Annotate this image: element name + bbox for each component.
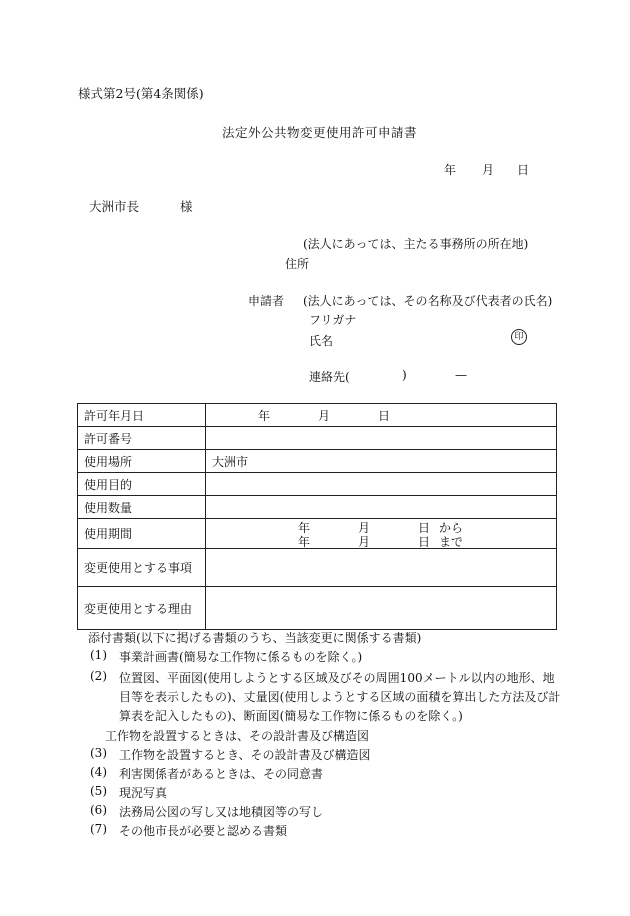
furigana-label: フリガナ	[309, 313, 357, 327]
permit-date-cell[interactable]	[206, 404, 557, 427]
addressee: 大洲市長	[89, 199, 140, 214]
attachment-num: (5)	[90, 784, 107, 798]
permit-date-label: 許可年月日	[78, 404, 206, 427]
quantity-label: 使用数量	[78, 496, 206, 519]
period-cell[interactable]	[206, 519, 557, 549]
contact-label: 連絡先(	[309, 370, 350, 384]
period-from-year: 年	[298, 521, 311, 535]
attachment-text-line1: 位置図、平面図(使用しようとする区域及びその周囲100メートル以内の地形、地	[119, 671, 555, 685]
permit-date-month: 月	[318, 409, 331, 423]
table-row	[78, 519, 557, 549]
table-row	[78, 549, 557, 587]
change-items-label: 変更使用とする事項	[78, 549, 206, 587]
purpose-cell[interactable]	[206, 473, 557, 496]
purpose-label: 使用目的	[78, 473, 206, 496]
form-title: 法定外公共物変更使用許可申請書	[222, 125, 418, 140]
period-to-year: 年	[298, 535, 311, 549]
address-note: (法人にあっては、主たる事務所の所在地)	[303, 237, 529, 251]
period-from-label: から	[439, 521, 464, 535]
attachment-text: 法務局公図の写し又は地積図等の写し	[119, 805, 324, 819]
honorific: 様	[180, 199, 193, 214]
attachment-num: (2)	[90, 669, 107, 683]
attachment-text: 工作物を設置するとき、その設計書及び構造図	[119, 748, 371, 762]
change-reason-label: 変更使用とする理由	[78, 587, 206, 630]
location-label: 使用場所	[78, 450, 206, 473]
period-label: 使用期間	[78, 519, 206, 549]
table-row	[78, 427, 557, 450]
attachment-num: (7)	[90, 822, 107, 836]
permit-number-cell[interactable]	[206, 427, 557, 450]
permit-date-day: 日	[378, 409, 391, 423]
name-note: (法人にあっては、その名称及び代表者の氏名)	[303, 294, 553, 308]
period-from-month: 月	[358, 521, 371, 535]
date-month-label: 月	[482, 163, 495, 177]
permit-table	[77, 403, 557, 630]
attachment-num: (4)	[90, 765, 107, 779]
contact-dash: —	[455, 368, 467, 382]
attachment-num: (1)	[90, 648, 107, 662]
table-row	[78, 496, 557, 519]
table-row	[78, 587, 557, 630]
period-to-month: 月	[358, 535, 371, 549]
date-year-label: 年	[444, 163, 457, 177]
attachment-text: その他市長が必要と認める書類	[119, 824, 288, 838]
attachment-num: (6)	[90, 803, 107, 817]
period-to-label: まで	[439, 535, 464, 549]
name-label: 氏名	[309, 334, 334, 348]
date-day-label: 日	[517, 163, 530, 177]
attachment-text: 事業計画書(簡易な工作物に係るものを除く。)	[119, 650, 363, 664]
change-items-cell[interactable]	[206, 549, 557, 587]
attachment-text-line2: 目等を表示したもの)、丈量図(使用しようとする区域の面積を算出した方法及び計	[119, 690, 561, 704]
period-to-day: 日	[418, 535, 431, 549]
contact-close-paren: )	[402, 368, 407, 382]
location-cell[interactable]: 大洲市	[206, 450, 557, 473]
attachment-text: 利害関係者があるときは、その同意書	[119, 767, 324, 781]
quantity-cell[interactable]	[206, 496, 557, 519]
attachment-note: 工作物を設置するときは、その設計書及び構造図	[105, 729, 370, 743]
attachment-num: (3)	[90, 746, 107, 760]
attachments-title: 添付書類(以下に掲げる書類のうち、当該変更に関係する書類)	[88, 631, 422, 645]
permit-date-year: 年	[258, 409, 271, 423]
applicant-label: 申請者	[248, 294, 285, 308]
permit-number-label: 許可番号	[78, 427, 206, 450]
change-reason-cell[interactable]	[206, 587, 557, 630]
address-label: 住所	[285, 257, 310, 271]
table-row	[78, 473, 557, 496]
table-row	[78, 450, 557, 473]
period-from-day: 日	[418, 521, 431, 535]
attachment-text: 現況写真	[119, 786, 168, 800]
seal-mark: 印	[511, 329, 527, 345]
form-number: 様式第2号(第4条関係)	[78, 86, 204, 101]
attachment-text-line3: 算表を記入したもの)、断面図(簡易な工作物に係るものを除く。)	[119, 709, 463, 723]
table-row	[78, 404, 557, 427]
